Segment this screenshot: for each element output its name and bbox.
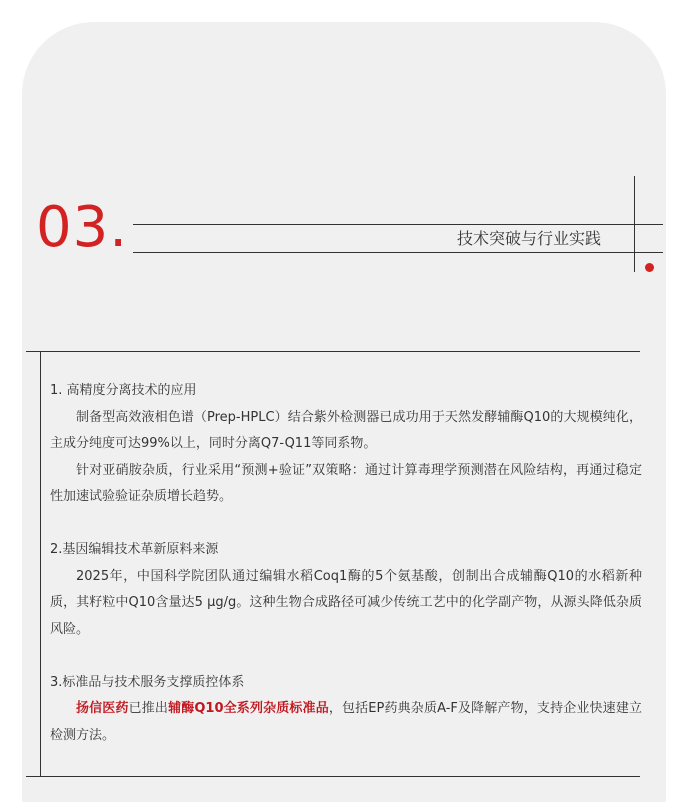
spacer (50, 511, 642, 538)
content-top-rule (26, 351, 640, 352)
section-subtitle: 技术突破与行业实践 (457, 229, 602, 248)
section-2-paragraph-1: 2025年，中国科学院团队通过编辑水稻Coq1酶的5个氨基酸，创制出合成辅酶Q10的水稻新种质，其籽粒中Q10含量达5 μg/g。这种生物合成路径可减少传统工艺中的化学副产物，从源头降低杂质风险。 (50, 568, 642, 637)
product-name: 辅酶Q10全系列杂质标准品 (168, 701, 329, 716)
title-top-rule (133, 224, 663, 225)
red-dot-icon (645, 263, 654, 272)
title-bottom-rule (133, 252, 663, 253)
section-number: 03. (36, 195, 129, 260)
company-name: 扬信医药 (76, 701, 129, 716)
section-1-heading: 1. 高精度分离技术的应用 (50, 383, 197, 398)
article-body (50, 378, 642, 749)
section-2-heading: 2.基因编辑技术革新原料来源 (50, 542, 219, 557)
spacer (50, 643, 642, 670)
paragraph-text: 已推出 (128, 701, 169, 716)
paragraph-text: ，包括EP药典杂质A-F及降解产物，支持企业快速建立检测方法。 (50, 701, 642, 743)
section-3-heading: 3.标准品与技术服务支撑质控体系 (50, 674, 245, 690)
content-left-rule (40, 351, 41, 776)
section-1-paragraph-1: 制备型高效液相色谱（Prep-HPLC）结合紫外检测器已成功用于天然发酵辅酶Q10的大规模纯化，主成分纯度可达99%以上，同时分离Q7-Q11等同系物。 (50, 409, 642, 451)
title-vertical-rule (634, 176, 635, 272)
section-1-paragraph-2: 针对亚硝胺杂质，行业采用“预测+验证”双策略：通过计算毒理学预测潜在风险结构，再通过稳定性加速试验验证杂质增长趋势。 (50, 462, 642, 504)
section-3-paragraph-1 (50, 696, 642, 749)
content-bottom-rule (26, 776, 640, 777)
